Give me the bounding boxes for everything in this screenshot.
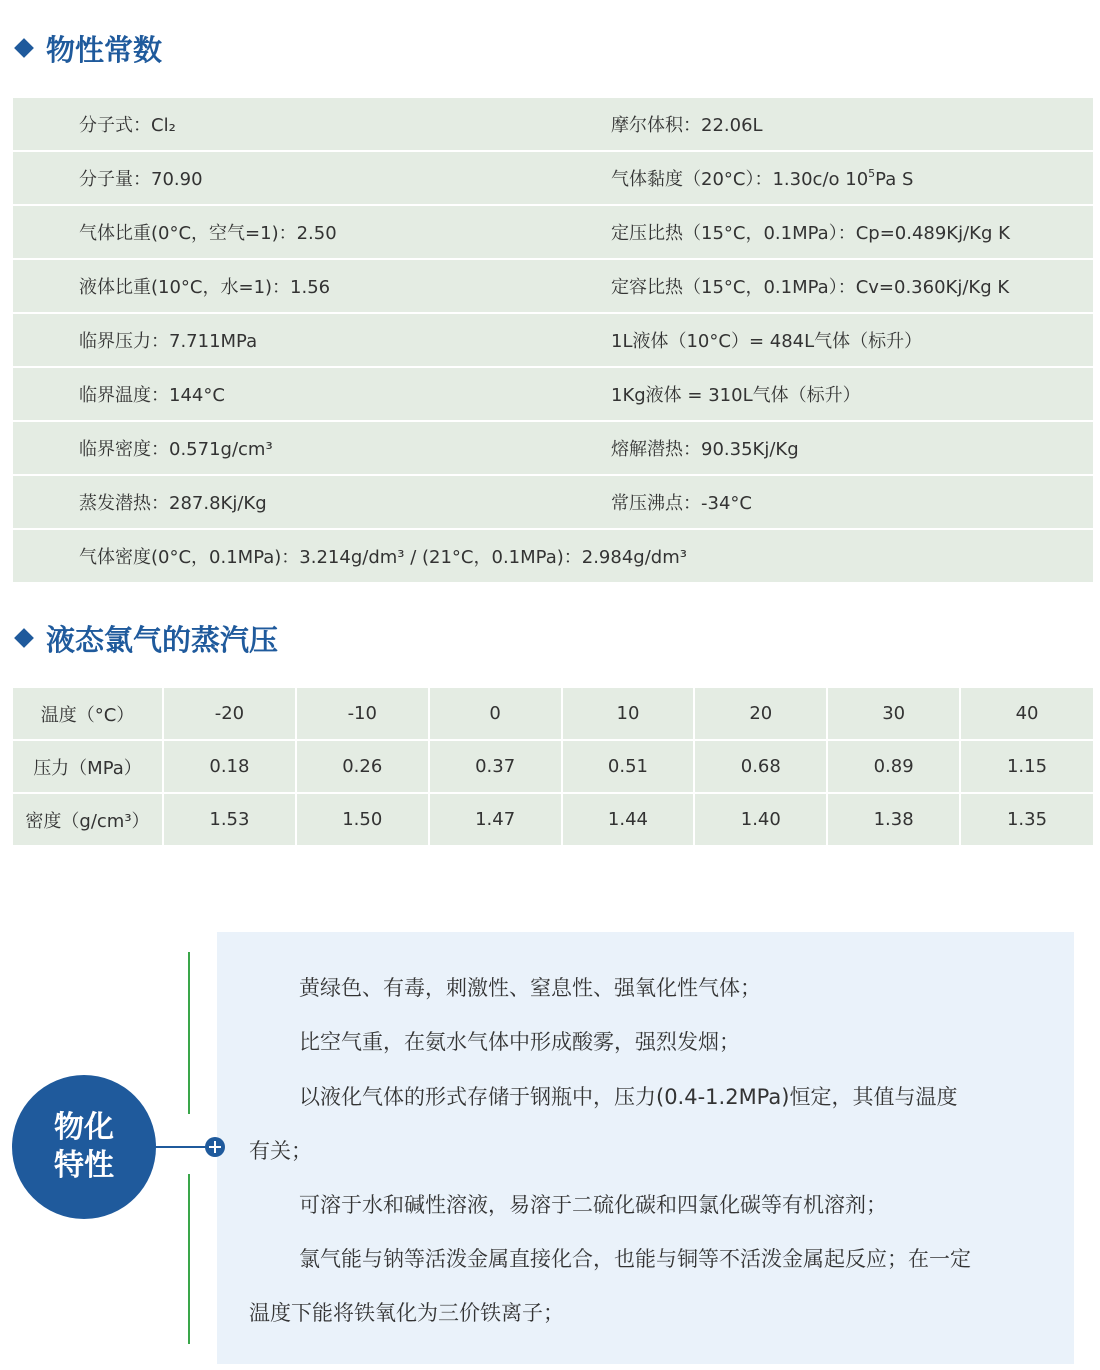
table-row bbox=[13, 368, 1093, 422]
section-title-vapor-pressure bbox=[12, 618, 278, 658]
table-cell: 10 bbox=[562, 688, 695, 740]
section-title-text: 液态氯气的蒸汽压 bbox=[46, 622, 279, 657]
table-cell: 0.51 bbox=[562, 740, 695, 793]
row-header-cell: 压力（MPa） bbox=[13, 740, 163, 793]
property-cell: 定压比热（15°C，0.1MPa）：Cp=0.489Kj/Kg K bbox=[611, 223, 1010, 244]
table-row bbox=[13, 98, 1093, 152]
table-cell: 0.26 bbox=[296, 740, 429, 793]
characteristic-line: 有关； bbox=[249, 1139, 312, 1163]
property-cell: 定容比热（15°C，0.1MPa）：Cv=0.360Kj/Kg K bbox=[611, 277, 1010, 298]
diamond-bullet-icon bbox=[14, 628, 34, 648]
property-cell: 分子式：Cl₂ bbox=[79, 115, 176, 136]
row-header-cell: 密度（g/cm³） bbox=[13, 793, 163, 845]
table-cell: 1.47 bbox=[429, 793, 562, 845]
characteristic-line: 比空气重，在氨水气体中形成酸雾，强烈发烟； bbox=[299, 1030, 740, 1054]
viscosity-exponent: 5 bbox=[868, 167, 876, 180]
table-cell: -10 bbox=[296, 688, 429, 740]
property-cell: 液体比重(10°C，水=1)：1.56 bbox=[79, 277, 331, 298]
property-cell: 分子量：70.90 bbox=[79, 169, 203, 190]
table-row bbox=[13, 314, 1093, 368]
property-cell: 气体比重(0°C，空气=1)：2.50 bbox=[79, 223, 337, 244]
vapor-pressure-table bbox=[13, 688, 1093, 845]
viscosity-prefix: 气体黏度（20°C）：1.30c/o 10 bbox=[611, 169, 869, 190]
diamond-bullet-icon bbox=[14, 38, 34, 58]
table-row bbox=[13, 688, 1093, 740]
table-cell: 0.89 bbox=[827, 740, 960, 793]
characteristic-line: 氯气能与钠等活泼金属直接化合，也能与铜等不活泼金属起反应；在一定 bbox=[299, 1247, 971, 1271]
characteristic-line: 以液化气体的形式存储于钢瓶中，压力(0.4-1.2MPa)恒定，其值与温度 bbox=[299, 1085, 958, 1109]
characteristic-line: 温度下能将铁氧化为三价铁离子； bbox=[249, 1301, 564, 1325]
badge-text: 物化 bbox=[54, 1110, 114, 1145]
property-cell: 蒸发潜热：287.8Kj/Kg bbox=[79, 493, 267, 514]
badge-connector-line bbox=[150, 1146, 210, 1148]
section-title-physical-constants bbox=[12, 28, 162, 68]
property-cell: 临界密度：0.571g/cm³ bbox=[79, 439, 273, 460]
table-row bbox=[13, 206, 1093, 260]
property-cell: 1Kg液体 = 310L气体（标升） bbox=[611, 385, 861, 406]
table-cell: 20 bbox=[694, 688, 827, 740]
physical-constants-table bbox=[13, 98, 1093, 582]
table-row bbox=[13, 530, 1093, 582]
table-cell: 40 bbox=[960, 688, 1093, 740]
property-cell: 熔解潜热：90.35Kj/Kg bbox=[611, 439, 799, 460]
property-cell: 常压沸点：-34°C bbox=[611, 493, 752, 514]
plus-circle-icon bbox=[205, 1137, 225, 1157]
property-cell: 1L液体（10°C）= 484L气体（标升） bbox=[611, 331, 923, 352]
table-cell: 0.68 bbox=[694, 740, 827, 793]
table-cell: 1.44 bbox=[562, 793, 695, 845]
characteristics-box bbox=[217, 932, 1074, 1364]
table-cell: 1.40 bbox=[694, 793, 827, 845]
table-cell: -20 bbox=[163, 688, 296, 740]
table-row bbox=[13, 476, 1093, 530]
table-row bbox=[13, 740, 1093, 793]
table-row bbox=[13, 422, 1093, 476]
property-cell: 临界压力：7.711MPa bbox=[79, 331, 258, 352]
green-divider-line bbox=[188, 1174, 190, 1344]
table-cell: 30 bbox=[827, 688, 960, 740]
table-cell: 1.35 bbox=[960, 793, 1093, 845]
section-title-text: 物性常数 bbox=[46, 32, 163, 67]
badge-text: 特性 bbox=[54, 1148, 114, 1183]
viscosity-suffix: Pa S bbox=[875, 169, 914, 190]
table-row bbox=[13, 260, 1093, 314]
table-cell: 1.38 bbox=[827, 793, 960, 845]
characteristic-line: 可溶于水和碱性溶液，易溶于二硫化碳和四氯化碳等有机溶剂； bbox=[299, 1193, 887, 1217]
table-cell: 1.50 bbox=[296, 793, 429, 845]
row-header-cell: 温度（°C） bbox=[13, 688, 163, 740]
table-cell: 0.18 bbox=[163, 740, 296, 793]
table-cell: 0 bbox=[429, 688, 562, 740]
property-cell bbox=[611, 165, 913, 191]
table-cell: 1.53 bbox=[163, 793, 296, 845]
property-cell: 摩尔体积：22.06L bbox=[611, 115, 763, 136]
table-cell: 1.15 bbox=[960, 740, 1093, 793]
green-divider-line bbox=[188, 952, 190, 1114]
characteristic-line: 黄绿色、有毒，刺激性、窒息性、强氧化性气体； bbox=[299, 976, 761, 1000]
property-cell: 临界温度：144°C bbox=[79, 385, 225, 406]
table-cell: 0.37 bbox=[429, 740, 562, 793]
table-row bbox=[13, 793, 1093, 845]
property-cell: 气体密度(0°C，0.1MPa)：3.214g/dm³ / (21°C，0.1MPa)：2.984g/dm³ bbox=[79, 547, 687, 568]
table-row bbox=[13, 152, 1093, 206]
characteristics-badge bbox=[12, 1075, 156, 1219]
